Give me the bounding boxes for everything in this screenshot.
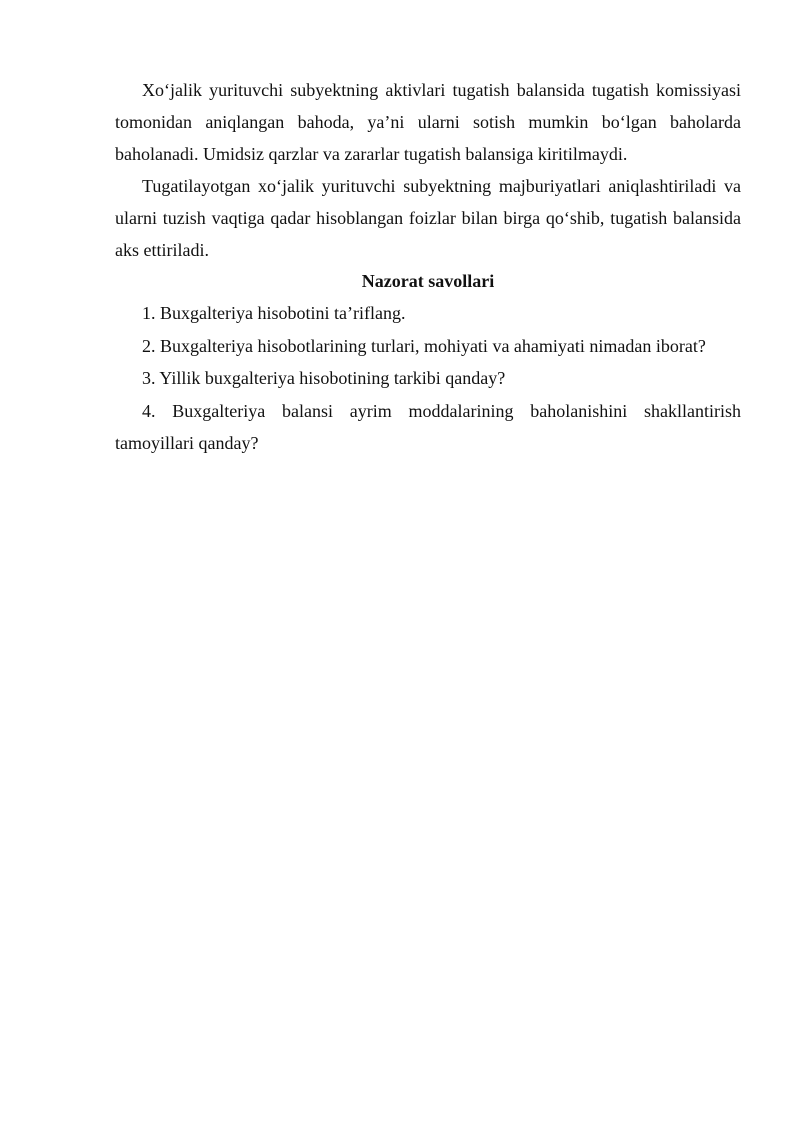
document-body [115,74,741,460]
question-item: 3. Yillik buxgalteriya hisobotining tarkibi qanday? [142,368,506,388]
question-item: 1. Buxgalteriya hisobotini ta’riflang. [142,303,406,323]
question-item: 2. Buxgalteriya hisobotlarining turlari, mohiyati va ahamiyati nimadan iborat? [142,335,706,356]
questions-list [115,297,741,460]
paragraph-liquidation-assets: Xo‘jalik yurituvchi subyektning aktivlari tugatish balansida tugatish komissiyasi tomonidan aniqlangan bahoda, ya’ni ularni sotish mumkin bo‘lgan baholarda baholanadi. Umidsiz qarzlar va zararlar tugatish balansiga kiritilmaydi. [115,80,741,164]
paragraph-liquidation-liabilities: Tugatilayotgan xo‘jalik yurituvchi subyektning majburiyatlari aniqlashtiriladi va ularni tuzish vaqtiga qadar hisoblangan foizlar bilan birga qo‘shib, tugatish balansida aks ettiriladi. [115,176,741,260]
section-heading: Nazorat savollari [361,271,495,291]
question-item: 4. Buxgalteriya balansi ayrim moddalarining baholanishini shakllantirish tamoyillari qanday? [115,400,741,453]
